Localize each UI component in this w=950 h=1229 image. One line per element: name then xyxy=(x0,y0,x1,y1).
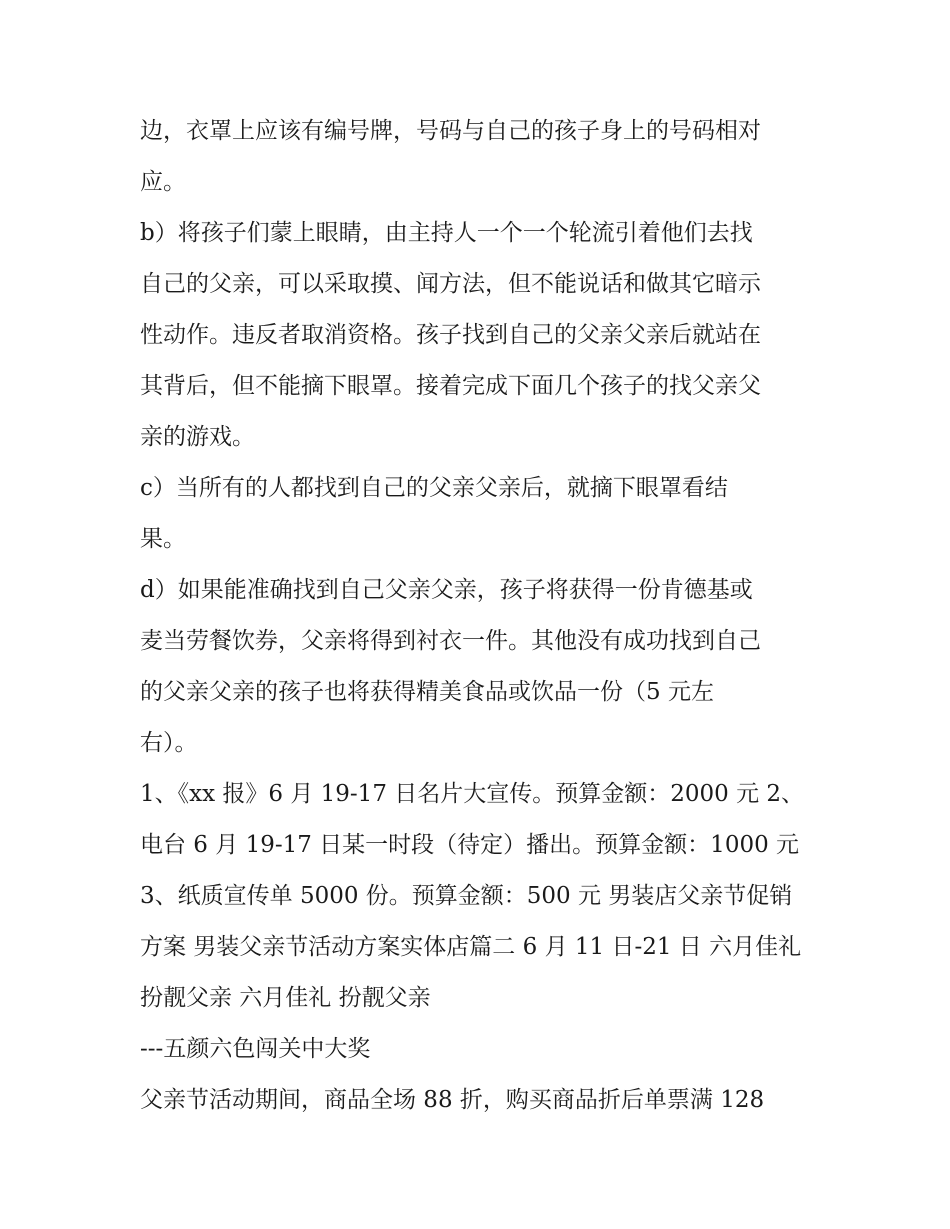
text-line: 其背后，但不能摘下眼罩。接着完成下面几个孩子的找父亲父 xyxy=(140,373,761,399)
text-line: 果。 xyxy=(140,526,186,552)
text-line: 自己的父亲，可以采取摸、闻方法，但不能说话和做其它暗示 xyxy=(140,271,761,297)
text-line: d）如果能准确找到自己父亲父亲，孩子将获得一份肯德基或 xyxy=(140,577,753,603)
text-line: 应。 xyxy=(140,169,186,195)
text-line: ---五颜六色闯关中大奖 xyxy=(140,1036,371,1062)
text-line: 的父亲父亲的孩子也将获得精美食品或饮品一份（5 元左 xyxy=(140,679,714,705)
text-line: 右）。 xyxy=(140,730,198,756)
text-line: 扮靓父亲 六月佳礼 扮靓父亲 xyxy=(140,985,431,1011)
text-line: 电台 6 月 19-17 日某一时段（待定）播出。预算金额：1000 元 xyxy=(140,832,800,858)
text-line: 父亲节活动期间，商品全场 88 折，购买商品折后单票满 128 xyxy=(140,1087,765,1113)
text-line: 方案 男装父亲节活动方案实体店篇二 6 月 11 日-21 日 六月佳礼 xyxy=(140,934,802,960)
text-line: b）将孩子们蒙上眼睛，由主持人一个一个轮流引着他们去找 xyxy=(140,220,753,246)
text-line: 1、《xx 报》6 月 19-17 日名片大宣传。预算金额：2000 元 2、 xyxy=(140,781,805,807)
text-line: 亲的游戏。 xyxy=(140,424,255,450)
text-line: 3、纸质宣传单 5000 份。预算金额：500 元 男装店父亲节促销 xyxy=(140,883,793,909)
text-line: 性动作。违反者取消资格。孩子找到自己的父亲父亲后就站在 xyxy=(140,322,761,348)
text-line: c）当所有的人都找到自己的父亲父亲后，就摘下眼罩看结 xyxy=(140,475,728,501)
body-text xyxy=(140,106,820,1126)
text-line: 边，衣罩上应该有编号牌，号码与自己的孩子身上的号码相对 xyxy=(140,118,761,144)
text-line: 麦当劳餐饮券，父亲将得到衬衣一件。其他没有成功找到自己 xyxy=(140,628,761,654)
